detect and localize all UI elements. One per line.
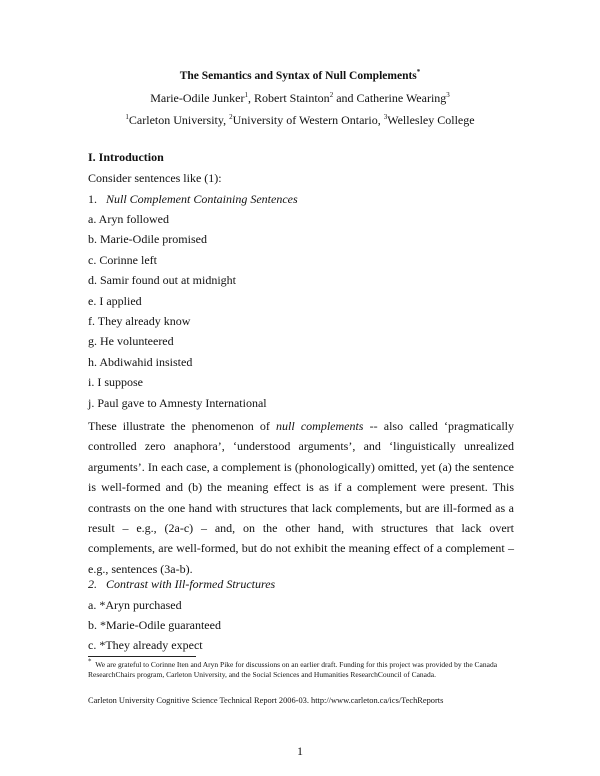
author-affil-mark: 1 <box>244 91 249 99</box>
affiliation-name: University of Western Ontario <box>232 113 378 127</box>
example-item: h. Abdiwahid insisted <box>88 355 193 369</box>
paper-title-text: The Semantics and Syntax of Null Complements <box>179 70 417 82</box>
author-name: Catherine Wearing <box>356 91 447 105</box>
affiliation-separator: , <box>377 113 384 127</box>
example-item: e. I applied <box>88 294 142 308</box>
example-item: b. *Marie-Odile guaranteed <box>88 618 221 632</box>
example-item: i. I suppose <box>88 375 143 389</box>
paragraph-text: These illustrate the phenomenon of <box>88 419 277 433</box>
example-item: g. He volunteered <box>88 334 174 348</box>
affiliation-name: Carleton University <box>128 113 224 127</box>
footnote-divider <box>88 656 196 657</box>
example-2-header <box>88 577 275 592</box>
intro-line: Consider sentences like (1): <box>88 171 222 185</box>
example-number: 2. <box>88 577 97 591</box>
footnote-mark: * <box>88 657 92 666</box>
example-1-header <box>88 192 298 207</box>
author-affil-mark: 2 <box>329 91 334 99</box>
example-item: c. *They already expect <box>88 638 203 652</box>
affil-mark: 1 <box>125 113 129 121</box>
affil-mark: 2 <box>229 113 233 121</box>
footnote-text: We are grateful to Corinne Iten and Aryn Pike for discussions on an earlier draft. Funding for this project was provided by the Canada ResearchChairs program, Carleton University, and the Social Sciences and Humanities ResearchCouncil of Canada. <box>88 660 498 679</box>
affiliation-list <box>0 113 600 128</box>
example-item: a. Aryn followed <box>88 212 169 226</box>
example-title: Contrast with Ill-formed Structures <box>106 577 276 591</box>
example-item: c. Corinne left <box>88 253 157 267</box>
affiliation-name: Wellesley College <box>387 113 475 127</box>
example-item: d. Samir found out at midnight <box>88 273 236 287</box>
title-footnote-mark: * <box>416 68 421 77</box>
affiliation-separator: , <box>223 113 230 127</box>
affil-mark: 3 <box>383 113 388 121</box>
author-name: Marie-Odile Junker <box>150 91 245 105</box>
section-heading: I. Introduction <box>88 150 164 164</box>
technical-report-line: Carleton University Cognitive Science Technical Report 2006-03. http://www.carleton.ca/ics/TechReports <box>88 696 444 705</box>
paragraph-text: -- also called ‘pragmatically controlled zero anaphora’, ‘understood arguments’, and ‘linguistically unrealized arguments’. In each case, a complement is (phonologically) omitted, yet (a) the sentence is well-formed and (b) the meaning effect is as if a complement were present. This contrasts on the one hand with structures that lack complements, but are ill-formed as a result – e.g., (2a-c) – and, on the other hand, with structures that lack overt complements, are well-formed, but do not exhibit the meaning effect of a complement – e.g., sentences (3a-b). <box>88 419 514 576</box>
author-name: Robert Stainton <box>254 91 330 105</box>
author-list <box>0 91 600 106</box>
example-item: j. Paul gave to Amnesty International <box>88 396 267 410</box>
paragraph-emphasis: null complements <box>276 419 364 433</box>
example-title: Null Complement Containing Sentences <box>106 192 298 206</box>
author-separator: and <box>333 91 357 105</box>
footnote <box>88 657 512 680</box>
example-item: b. Marie-Odile promised <box>88 232 207 246</box>
page-number: 1 <box>297 744 303 758</box>
example-item: f. They already know <box>88 314 191 328</box>
paper-title <box>0 70 600 82</box>
example-number: 1. <box>88 192 97 206</box>
example-item: a. *Aryn purchased <box>88 598 182 612</box>
author-separator: , <box>248 91 255 105</box>
author-affil-mark: 3 <box>446 91 450 99</box>
body-paragraph <box>88 416 514 579</box>
